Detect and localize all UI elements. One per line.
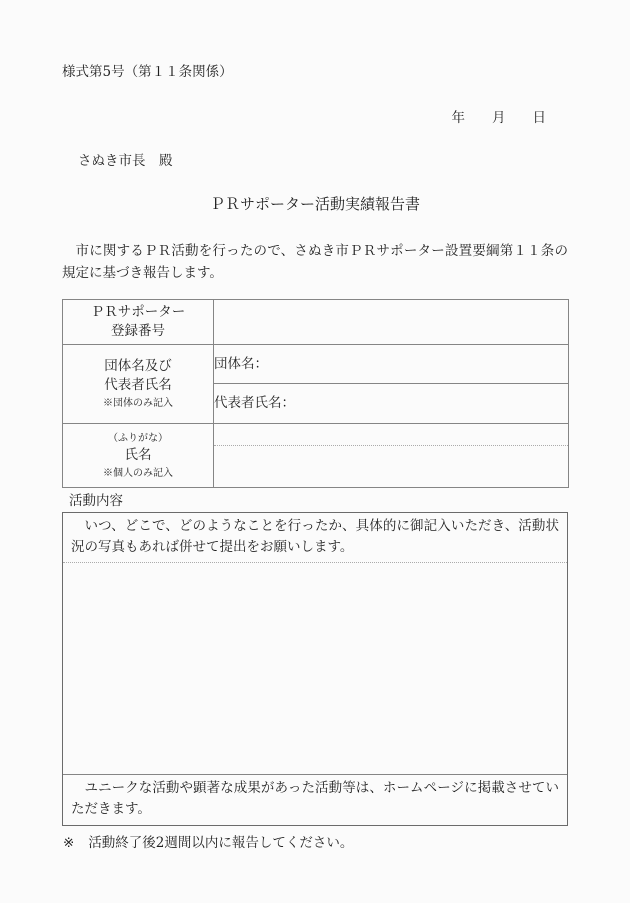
footer-note xyxy=(62,835,568,852)
activity-section-label: 活動内容 xyxy=(69,493,123,509)
name-field xyxy=(214,446,568,487)
furigana-field xyxy=(214,424,568,446)
name-label xyxy=(63,424,214,488)
page-title: ＰＲサポーター活動実績報告書 xyxy=(209,195,420,213)
organization-label-note: ※団体のみ記入 xyxy=(103,398,173,409)
registration-number-label-line2: 登録番号 xyxy=(111,323,165,339)
footer-note-marker: ※ xyxy=(63,835,75,851)
name-label-text: 氏名 xyxy=(124,447,152,463)
form-number: 様式第5号（第１１条関係） xyxy=(62,64,233,80)
table-row-name xyxy=(63,424,569,488)
registration-number-label-line1: ＰＲサポーター xyxy=(90,304,186,320)
registration-number-label xyxy=(63,300,214,345)
date-line: 年 月 日 xyxy=(451,110,546,126)
registration-number-field xyxy=(214,300,569,345)
table-row-organization xyxy=(63,345,569,384)
name-cell xyxy=(214,424,569,488)
body-paragraph: 市に関するＰＲ活動を行ったので、さぬき市ＰＲサポーター設置要綱第１１条の規定に基づき報告します。 xyxy=(62,243,568,281)
organization-name-field xyxy=(214,345,569,384)
furigana-label: （ふりがな） xyxy=(108,433,168,444)
activity-box xyxy=(62,512,568,826)
organization-label xyxy=(63,345,214,424)
organization-label-line2: 代表者氏名 xyxy=(104,377,172,393)
addressee: さぬき市長 殿 xyxy=(78,153,173,169)
applicant-info-table xyxy=(62,299,569,488)
organization-label-line1: 団体名及び xyxy=(104,358,172,374)
activity-instructions: いつ、どこで、どのようなことを行ったか、具体的に御記入いただき、活動状況の写真もあれば併せて提出をお願いします。 xyxy=(63,513,567,563)
representative-name-field-label: 代表者氏名： xyxy=(214,395,295,411)
activity-content-field xyxy=(63,563,567,774)
organization-name-field-label: 団体名： xyxy=(214,355,268,372)
name-label-note: ※個人のみ記入 xyxy=(103,468,173,479)
representative-name-field xyxy=(214,384,569,424)
footer-note-text: 活動終了後2週間以内に報告してください。 xyxy=(88,835,354,851)
activity-publication-note: ユニークな活動や顕著な成果があった活動等は、ホームページに掲載させていただきます。 xyxy=(63,774,567,825)
table-row-registration-number xyxy=(63,300,569,345)
